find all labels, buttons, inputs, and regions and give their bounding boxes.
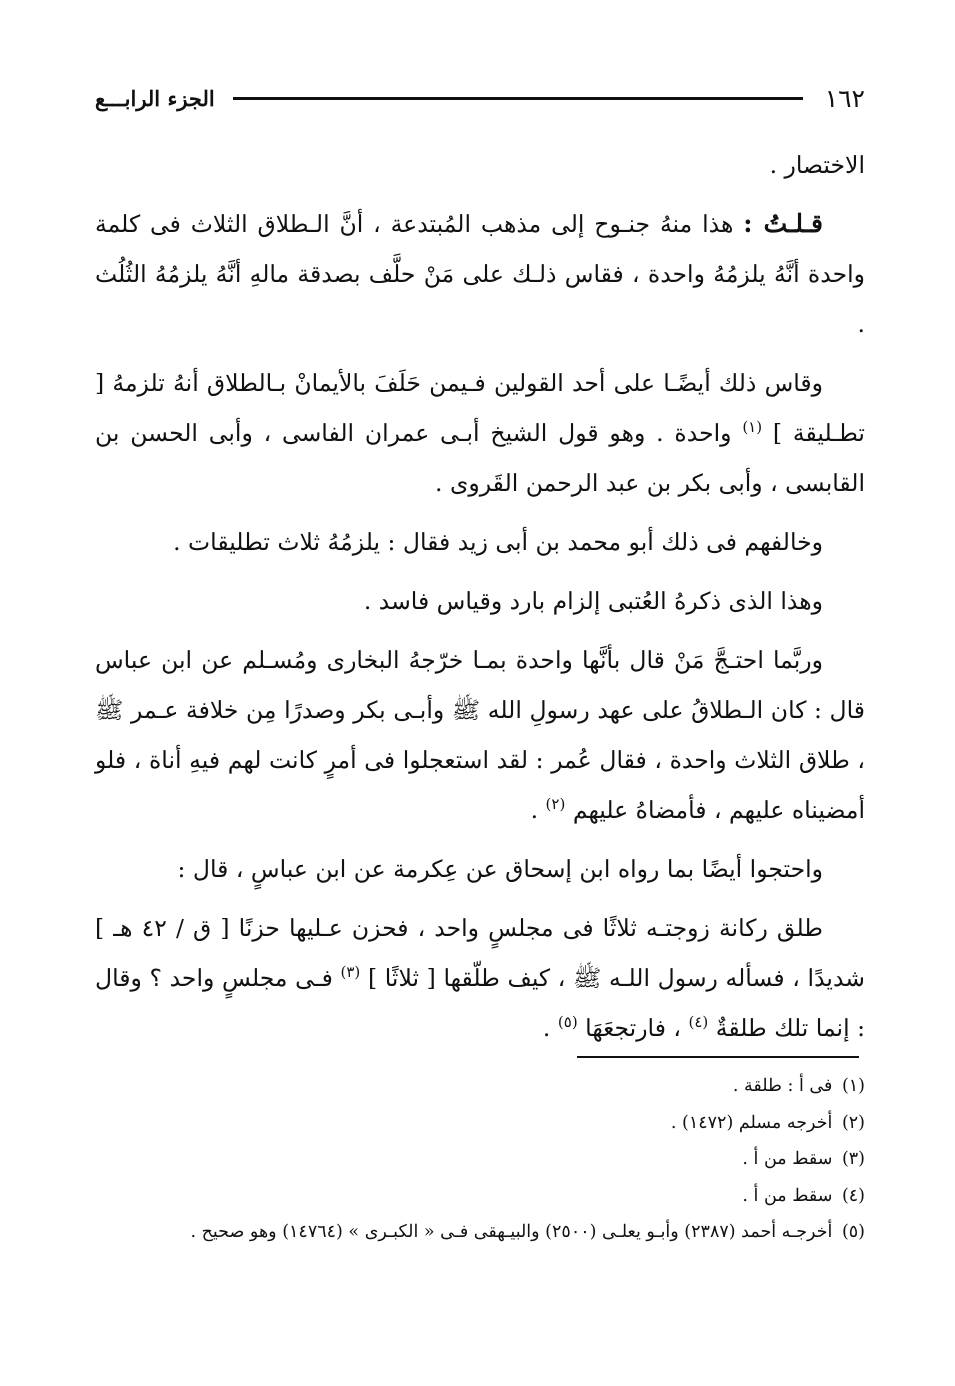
footnote-5	[95, 1214, 865, 1251]
paragraph-text: .	[542, 1014, 551, 1042]
footnote-3	[95, 1141, 865, 1178]
footnote-2	[95, 1105, 865, 1142]
footnote-number: (٥)	[841, 1222, 865, 1242]
paragraph-text: فـى مجلسٍ واحد ؟ وقال : إنما تلك طلقةٌ	[95, 964, 865, 1042]
header-rule	[233, 97, 803, 100]
page-number: ١٦٢	[824, 83, 865, 113]
footnote-number: (٢)	[841, 1112, 865, 1133]
paragraph-text: ، فارتجعَهَا	[585, 1014, 681, 1042]
paragraph-6	[95, 844, 865, 894]
paragraph-text: وهذا الذى ذكرهُ العُتبى إلزام بارد وقياس فاسد .	[363, 587, 823, 615]
paragraph-text: وقاس ذلك أيضًـا على أحد القولين فـيمن حَلَفَ بالأيمانْ بـالطلاق أنهُ تلزمهُ [ تطـليقة ]	[95, 369, 865, 447]
paragraph-text: واحدة . وهو قول الشيخ أبـى عمران الفاسى ، وأبى الحسن بن القابسى ، وأبى بكر بن عبد الرحمن القَروى .	[95, 419, 865, 497]
footnote-text: فى أ : طلقة .	[732, 1076, 833, 1096]
main-text	[95, 140, 865, 1062]
footnote-text: أخرجـه أحمد (٢٣٨٧) وأبـو يعلـى (٢٥٠٠) والبيـهقى فـى « الكبـرى » (١٤٧٦٤) وهو صحيح .	[190, 1222, 833, 1242]
footnote-ref-1: (١)	[742, 418, 763, 437]
paragraph-text: هذا منهُ جنـوح إلى مذهب المُبتدعة ، أنَّ الـطلاق الثلاث فى كلمة واحدة أنَّهُ يلزمُهُ واحدة ، فقاس ذلـك على مَنْ حلَّف بصدقة مالهِ أنَّهُ يلزمُهُ الثُلُث .	[95, 210, 865, 338]
footnote-text: سقط من أ .	[742, 1185, 833, 1206]
footnote-text: سقط من أ .	[742, 1149, 833, 1169]
paragraph-2	[95, 358, 865, 508]
paragraph-text: .	[530, 796, 539, 824]
footnote-number: (١)	[841, 1076, 865, 1096]
paragraph-1	[95, 199, 865, 349]
footnote-separator	[577, 1056, 859, 1058]
footnote-ref-4: (٤)	[688, 1013, 709, 1032]
running-title: الجزء الرابـــع	[95, 85, 215, 111]
paragraph-7	[95, 903, 865, 1053]
footnote-4	[95, 1178, 865, 1215]
paragraph-4	[95, 576, 865, 626]
paragraph-3	[95, 517, 865, 567]
paragraph-text: وخالفهم فى ذلك أبو محمد بن أبى زيد فقال : يلزمُهُ ثلاث تطليقات .	[173, 528, 823, 556]
paragraph-0	[95, 140, 865, 190]
footnote-1	[95, 1068, 865, 1105]
paragraph-5	[95, 635, 865, 835]
footnote-ref-2: (٢)	[545, 795, 566, 814]
paragraph-text: واحتجوا أيضًا بما رواه ابن إسحاق عن عِكرمة عن ابن عباسٍ ، قال :	[177, 855, 823, 883]
qultu-lead: قـلـتُ :	[743, 209, 823, 238]
running-header	[95, 78, 865, 118]
footnote-ref-3: (٣)	[340, 963, 361, 982]
footnote-number: (٣)	[841, 1149, 865, 1169]
paragraph-text: وربَّما احتـجَّ مَنْ قال بأنَّها واحدة بمـا خرّجهُ البخارى ومُسـلم عن ابن عباس قال : كان الـطلاقُ على عهد رسولِ الله ﷺ وأبـى بكر وصدرًا مِن خلافة عـمر ﷺ ، طلاق الثلاث واحدة ، فقال عُمر : لقد استعجلوا فى أمرٍ كانت لهم فيهِ أناة ، فلو أمضيناه عليهم ، فأمضاهُ عليهم	[95, 646, 865, 824]
footnote-ref-5: (٥)	[557, 1013, 578, 1032]
footnote-text: أخرجه مسلم (١٤٧٢) .	[670, 1112, 833, 1133]
paragraph-text: طلق ركانة زوجتـه ثلاثًا فى مجلسٍ واحد ، فحزن عـليها حزنًا [ ق / ٤٢ هـ ] شديدًا ، فسأله رسول اللـه ﷺ ، كيف طلّقها [ ثلاثًا ]	[95, 914, 865, 992]
paragraph-text: الاختصار .	[769, 151, 865, 179]
footnote-number: (٤)	[841, 1185, 865, 1206]
footnotes	[95, 1068, 865, 1251]
